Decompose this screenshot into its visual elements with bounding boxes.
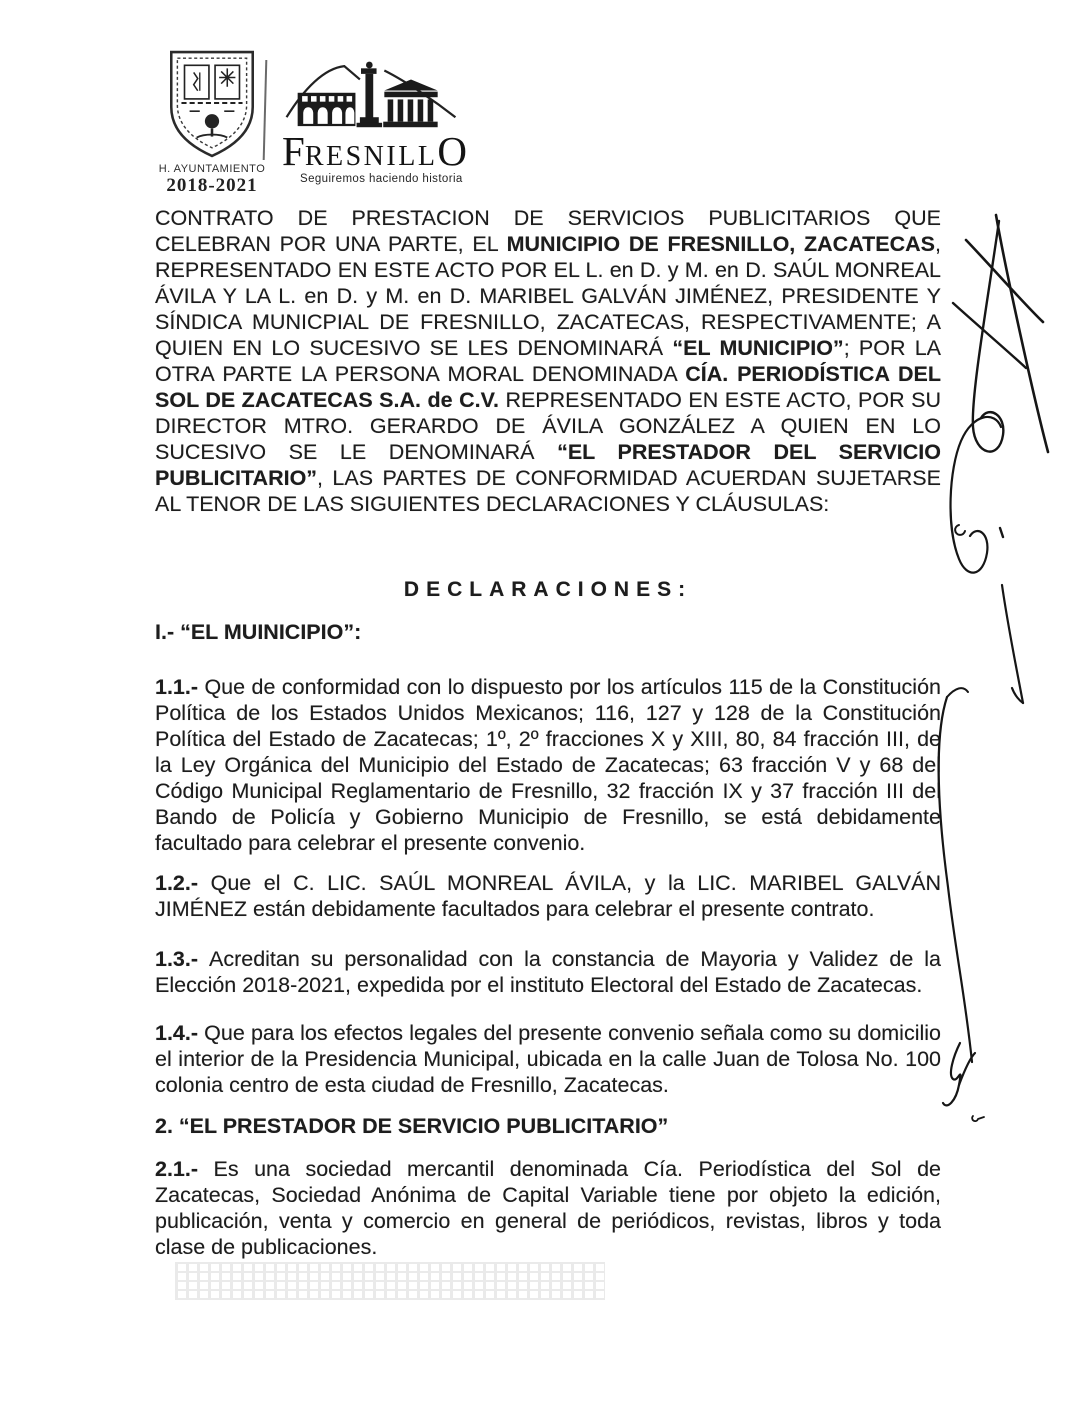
crest-caption: H. AYUNTAMIENTO [158, 163, 266, 175]
handwritten-signature-scribble [915, 195, 1091, 1140]
paragraph-1-4: 1.4.- Que para los efectos legales del presente convenio señala como su domicilio el interior de la Presidencia Municipal, ubicada en la calle Juan de Tolosa No. 100 colonia centro de esta ciudad de Fresnillo, Zacatecas. [155, 1021, 942, 1097]
section-heading-prestador: 2. “EL PRESTADOR DE SERVICIO PUBLICITARIO” [155, 1114, 669, 1138]
paragraph-1-2: 1.2.- Que el C. LIC. SAÚL MONREAL ÁVILA, y la LIC. MARIBEL GALVÁN JIMÉNEZ están debidamente facultados para celebrar el presente contrato. [155, 871, 942, 921]
wordmark-final: O [437, 128, 468, 174]
paragraph-2-1: 2.1.- Es una sociedad mercantil denominada Cía. Periodística del Sol de Zacatecas, Sociedad Anónima de Capital Variable tiene por objeto la edición, publicación, venta y comercio en general de periódicos, revistas, libros y toda clase de publicaciones. [155, 1157, 941, 1259]
paragraph-1-3: 1.3.- Acreditan su personalidad con la constancia de Mayoria y Validez de la Elección 2018-2021, expedida por el instituto Electoral del Estado de Zacatecas. [155, 947, 942, 997]
handwritten-margin-stroke [939, 688, 972, 1062]
monument-icon [282, 55, 460, 135]
fresnillo-wordmark [282, 128, 482, 174]
paragraph-1-1: 1.1.- Que de conformidad con lo dispuesto por los artículos 115 de la Constitución Política de los Estados Unidos Mexicanos; 116, 127 y 128 de la Constitución Política del Estado de Zacatecas; 1º, 2º fracciones X y XIII, 80, 84 fracción III, de la Ley Orgánica del Municipio del Estado de Zacatecas; 63 fracción V y 68 del Código Municipal Reglamentario de Fresnillo, 32 fracción IX y 37 fracción III del Bando de Policía y Gobierno Municipio de Fresnillo, se está debidamente facultado para celebrar el presente convenio. [155, 675, 941, 855]
contract-body [155, 205, 941, 1260]
crest-years: 2018-2021 [166, 175, 258, 196]
logo-tagline: Seguiremos haciendo historia [300, 173, 463, 185]
declarations-title: DECLARACIONES: [403, 578, 693, 601]
coat-of-arms [150, 48, 274, 197]
municipal-shield-icon [162, 48, 262, 160]
intro-paragraph: CONTRATO DE PRESTACION DE SERVICIOS PUBLICITARIOS QUE CELEBRAN POR UNA PARTE, EL MUNICIPIO DE FRESNILLO, ZACATECAS, REPRESENTADO EN ESTE ACTO POR EL L. en D. y M. en D. SAÚL MONREAL ÁVILA Y LA L. en D. y M. en D. MARIBEL GALVÁN JIMÉNEZ, PRESIDENTE Y SÍNDICA MUNICPIAL DE FRESNILLO, ZACATECAS, RESPECTIVAMENTE; A QUIEN EN LO SUCESIVO SE LES DENOMINARÁ “EL MUNICIPIO”; POR LA OTRA PARTE LA PERSONA MORAL DENOMINADA CÍA. PERIODÍSTICA DEL SOL DE ZACATECAS S.A. de C.V. REPRESENTADO EN ESTE ACTO, POR SU DIRECTOR MTRO. GERARDO DE ÁVILA GONZÁLEZ A QUIEN EN LO SUCESIVO SE LE DENOMINARÁ “EL PRESTADOR DEL SERVICIO PUBLICITARIO”, LAS PARTES DE CONFORMIDAD ACUERDAN SUJETARSE AL TENOR DE LAS SIGUIENTES DECLARACIONES Y CLÁUSULAS: [155, 206, 941, 516]
wordmark-initial: F [282, 128, 305, 174]
section-heading-municipio: I.- “EL MUINICIPIO”: [155, 620, 362, 644]
handwritten-loop-mark [951, 417, 1001, 573]
fresnillo-logo [282, 55, 482, 185]
wordmark-middle: RESNILL [304, 141, 438, 172]
scan-noise [175, 1262, 605, 1300]
handwritten-initials-squiggle [943, 1043, 984, 1121]
